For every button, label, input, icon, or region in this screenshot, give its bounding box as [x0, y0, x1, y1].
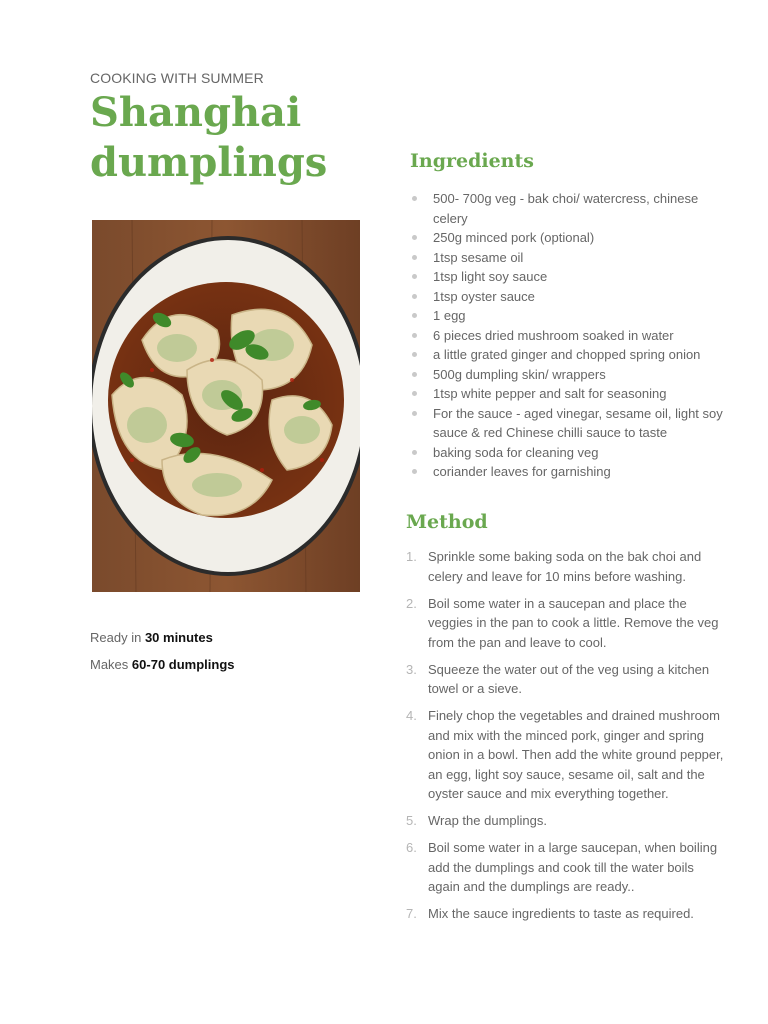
- bullet-icon: [412, 333, 417, 338]
- method-step: [406, 838, 726, 897]
- ready-time: [90, 629, 235, 647]
- step-text: Mix the sauce ingredients to taste as required.: [428, 906, 694, 921]
- method-step: [406, 594, 726, 653]
- bullet-icon: [412, 450, 417, 455]
- method-step: [406, 706, 726, 804]
- list-item: 1tsp sesame oil: [411, 248, 726, 268]
- list-item: 500g dumpling skin/ wrappers: [411, 365, 726, 385]
- list-item: baking soda for cleaning veg: [411, 443, 726, 463]
- list-item: 1tsp white pepper and salt for seasoning: [411, 384, 726, 404]
- step-number: 3.: [406, 661, 417, 677]
- recipe-meta: [90, 629, 235, 683]
- kicker: COOKING WITH SUMMER: [90, 70, 264, 86]
- method-step: [406, 660, 726, 699]
- recipe-title: Shanghai dumplings: [90, 89, 328, 186]
- yield: [90, 656, 235, 674]
- bullet-icon: [412, 372, 417, 377]
- step-text: Squeeze the water out of the veg using a kitchen towel or a sieve.: [428, 661, 710, 696]
- method-list: [406, 547, 726, 931]
- list-item: 1 egg: [411, 306, 726, 326]
- bullet-icon: [412, 294, 417, 299]
- list-item: 500- 700g veg - bak choi/ watercress, chinese celery: [411, 189, 726, 228]
- method-step: [406, 811, 726, 831]
- list-item: 250g minced pork (optional): [411, 228, 726, 248]
- step-text: Sprinkle some baking soda on the bak choi and celery and leave for 10 mins before washing.: [428, 549, 702, 584]
- list-item: For the sauce - aged vinegar, sesame oil, light soy sauce & red Chinese chilli sauce to taste: [411, 404, 726, 443]
- bullet-icon: [412, 391, 417, 396]
- bullet-icon: [412, 313, 417, 318]
- list-item: 1tsp oyster sauce: [411, 287, 726, 307]
- ready-value: 30 minutes: [144, 630, 213, 645]
- bullet-icon: [412, 469, 417, 474]
- step-text: Finely chop the vegetables and drained mushroom and mix with the minced pork, ginger and spring onion in a bowl. Then add the white ground pepper, an egg, light soy sauce, sesame oil, salt and the oyster sauce and mix everything together.: [428, 708, 724, 801]
- recipe-photo: [92, 220, 360, 592]
- step-text: Boil some water in a saucepan and place the veggies in the pan to cook a little. Remove the veg from the pan and leave to cool.: [428, 595, 719, 650]
- method-step: [406, 904, 726, 924]
- step-text: Boil some water in a large saucepan, when boiling add the dumplings and cook till the water boils again and the dumplings are ready..: [428, 840, 718, 894]
- bullet-icon: [412, 235, 417, 240]
- method-step: [406, 547, 726, 586]
- method-heading: Method: [406, 511, 488, 533]
- list-item: coriander leaves for garnishing: [411, 462, 726, 482]
- step-number: 4.: [406, 708, 417, 723]
- bullet-icon: [412, 196, 417, 201]
- ingredients-heading: Ingredients: [410, 150, 534, 172]
- step-number: 1.: [406, 549, 417, 564]
- step-text: Wrap the dumplings.: [428, 813, 547, 828]
- list-item: 1tsp light soy sauce: [411, 267, 726, 287]
- step-number: 7.: [406, 906, 417, 921]
- bullet-icon: [412, 274, 417, 279]
- bullet-icon: [412, 255, 417, 260]
- ingredients-list: [411, 189, 726, 482]
- step-number: 6.: [406, 840, 417, 855]
- step-number: 5.: [406, 813, 417, 828]
- bullet-icon: [412, 352, 417, 357]
- makes-value: 60-70 dumplings: [131, 657, 235, 672]
- bullet-icon: [412, 411, 417, 416]
- step-number: 2.: [406, 595, 417, 611]
- list-item: 6 pieces dried mushroom soaked in water: [411, 326, 726, 346]
- list-item: a little grated ginger and chopped spring onion: [411, 345, 726, 365]
- ready-label: Ready in: [90, 630, 142, 645]
- makes-label: Makes: [90, 657, 129, 672]
